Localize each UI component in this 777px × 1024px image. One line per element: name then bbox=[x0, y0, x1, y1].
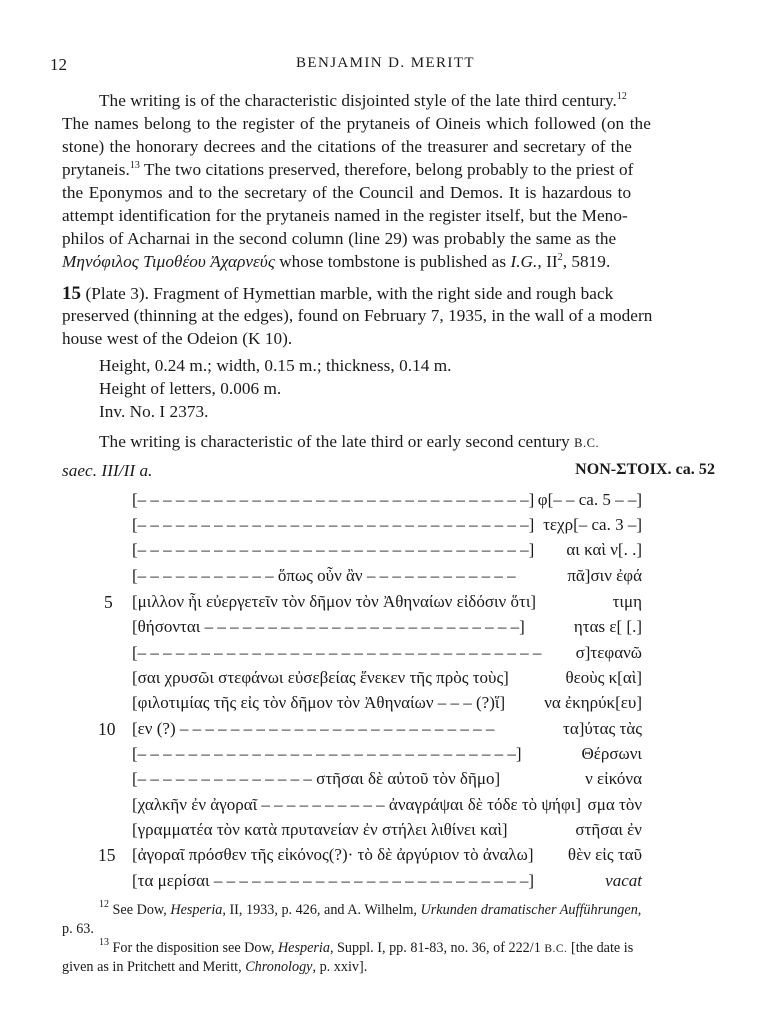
text-line: Μηνόφιλος Τιμοθέου Ἀχαρνεύς whose tombstone is published as I.G., $II^2$, 5819. bbox=[62, 252, 611, 271]
inscription-line-left: [– – – – – – – – – – – – – – – – – – – – – – – – – – – – – – –] bbox=[132, 515, 535, 534]
inscription-line-right: σ]τεφανῶ bbox=[575, 643, 642, 662]
measurement-line: Inv. No. I 2373. bbox=[99, 402, 209, 421]
inscription-line-left: [φιλοτιμίας τῆς εἰς τὸν δῆμον τὸν Ἀθηναίων – – – (?)ἵ] bbox=[132, 693, 506, 712]
footnote-12-cont: p. 63. bbox=[62, 921, 94, 937]
inscription-line-right: τιμη bbox=[612, 592, 642, 611]
line-number: 15 bbox=[98, 845, 116, 865]
text-line: prytaneis.$^{13}$ The two citations preserved, therefore, belong probably to the priest of bbox=[62, 160, 634, 179]
text-line: stone) the honorary decrees and the citations of the treasurer and secretary of the bbox=[62, 137, 632, 156]
inscription-date: saec. III/II a. bbox=[62, 461, 153, 480]
inscription-line-right: φ[– – ca. 5 – –] bbox=[537, 490, 642, 509]
inscription-line-right: ν εἰκόνα bbox=[585, 769, 642, 788]
inscription-line-left: [ἀγοραῖ πρόσθεν τῆς εἰκόνος(?)· τὸ δὲ ἀργύριον τὸ ἀναλω] bbox=[132, 845, 534, 864]
inscription-line-left: [μιλλον ἦι εὐεργετεῖν τὸν δῆμον τὸν Ἀθηναίων εἰδόσιν ὅτι] bbox=[132, 592, 537, 611]
inscription-line-left: [σαι χρυσῶι στεφάνωι εὐσεβείας ἕνεκεν τῆς πρὸς τοὺς] bbox=[132, 668, 509, 687]
inscription-line-right: vacat bbox=[605, 871, 642, 890]
inscription-line-left: [θήσονται – – – – – – – – – – – – – – – – – – – – – – – – –] bbox=[132, 617, 525, 636]
entry-number: 15 bbox=[62, 283, 82, 304]
footnote-12: $^{12}$ See Dow, Hesperia, II, 1933, p. 426, and A. Wilhelm, Urkunden dramatischer Aufführungen, bbox=[99, 899, 642, 918]
measurement-line: Height of letters, 0.006 m. bbox=[99, 379, 282, 398]
inscription-line-left: [– – – – – – – – – – – – – – – – – – – – – – – – – – – – – – –] bbox=[132, 490, 535, 509]
footnote-ref: 12 bbox=[616, 91, 627, 102]
inscription-line-left: [– – – – – – – – – – – ὅπως οὖν ἂν – – – – – – – – – – – – bbox=[132, 566, 516, 585]
inscription-line-right: τα]ύτας τὰς bbox=[562, 719, 642, 738]
line-number: 5 bbox=[104, 592, 113, 612]
measurement-line: Height, 0.24 m.; width, 0.15 m.; thickness, 0.14 m. bbox=[99, 356, 452, 375]
footnote-ref: 13 bbox=[129, 160, 140, 171]
inscription-line-right: αι καὶ ν[. .] bbox=[566, 540, 642, 559]
inscription-line-left: [χαλκῆν ἐν ἀγοραῖ – – – – – – – – – – ἀναγράψαι δὲ τόδε τὸ ψήφι] bbox=[132, 795, 581, 814]
inscription-line-right: ηταs ε[ [.] bbox=[573, 617, 642, 636]
text-line: The names belong to the register of the prytaneis of Oineis which followed (on the bbox=[62, 114, 651, 133]
inscription-style: NON-ΣΤΟΙΧ. ca. 52 bbox=[575, 461, 715, 478]
inscription-line-right: σμα τὸν bbox=[587, 795, 642, 814]
text-line: the Eponymos and to the secretary of the Council and Demos. It is hazardous to bbox=[62, 183, 632, 202]
inscription-line-right: πᾶ]σιν ἐφά bbox=[567, 566, 642, 585]
line-number: 10 bbox=[98, 719, 116, 739]
inscription-line-right: να ἐκηρύκ[ευ] bbox=[544, 693, 642, 712]
inscription-line-right: θεοὺς κ[αὶ] bbox=[565, 668, 642, 687]
inscription-line-left: [εν (?) – – – – – – – – – – – – – – – – – – – – – – – – – bbox=[132, 719, 495, 738]
inscription-line-right: θὲν εἰς ταῦ bbox=[567, 845, 642, 864]
inscription-line-left: [– – – – – – – – – – – – – – – – – – – – – – – – – – – – – –] bbox=[132, 744, 522, 763]
inscription-line-right: Θέρσωνι bbox=[581, 744, 642, 763]
footnote-13: $^{13}$ For the disposition see Dow, Hesperia, Suppl. I, pp. 81-83, no. 36, of 222/1 B.C. [the date is bbox=[99, 937, 634, 956]
inscription-line-left: [– – – – – – – – – – – – – – – – – – – – – – – – – – – – – – – – bbox=[132, 643, 542, 662]
inscription-line-left: [γραμματέα τὸν κατὰ πρυτανείαν ἐν στήλει λιθίνει καὶ] bbox=[132, 820, 508, 839]
page-number: 12 bbox=[50, 55, 67, 74]
inscription-line-right: τεχρ[– ca. 3 –] bbox=[543, 515, 642, 534]
inscription-line-left: [– – – – – – – – – – – – – – – – – – – – – – – – – – – – – – –] bbox=[132, 540, 535, 559]
text-line: attempt identification for the prytaneis named in the register itself, but the Meno- bbox=[62, 206, 628, 225]
footnote-13-cont: given as in Pritchett and Meritt, Chronology, p. xxiv]. bbox=[62, 959, 368, 975]
inscription-line-left: [– – – – – – – – – – – – – – στῆσαι δὲ αὐτοῦ τὸν δῆμο] bbox=[132, 769, 501, 788]
entry-line: preserved (thinning at the edges), found on February 7, 1935, in the wall of a modern bbox=[62, 306, 653, 325]
inscription-line-left: [τα μερίσαι – – – – – – – – – – – – – – – – – – – – – – – – –] bbox=[132, 871, 535, 890]
running-title: BENJAMIN D. MERITT bbox=[296, 55, 475, 71]
entry-line: 15 (Plate 3). Fragment of Hymettian marble, with the right side and rough back bbox=[62, 283, 614, 304]
inscription-line-right: στῆσαι ἐν bbox=[575, 820, 642, 839]
text-line: The writing is of the characteristic disjointed style of the late third century.$^{12}$ bbox=[99, 91, 627, 110]
inscription-text bbox=[132, 490, 642, 890]
text-line: philos of Acharnai in the second column (line 29) was probably the same as the bbox=[62, 229, 617, 248]
entry-line: house west of the Odeion (K 10). bbox=[62, 329, 293, 348]
writing-note: The writing is characteristic of the late third or early second century B.C. bbox=[99, 432, 600, 451]
